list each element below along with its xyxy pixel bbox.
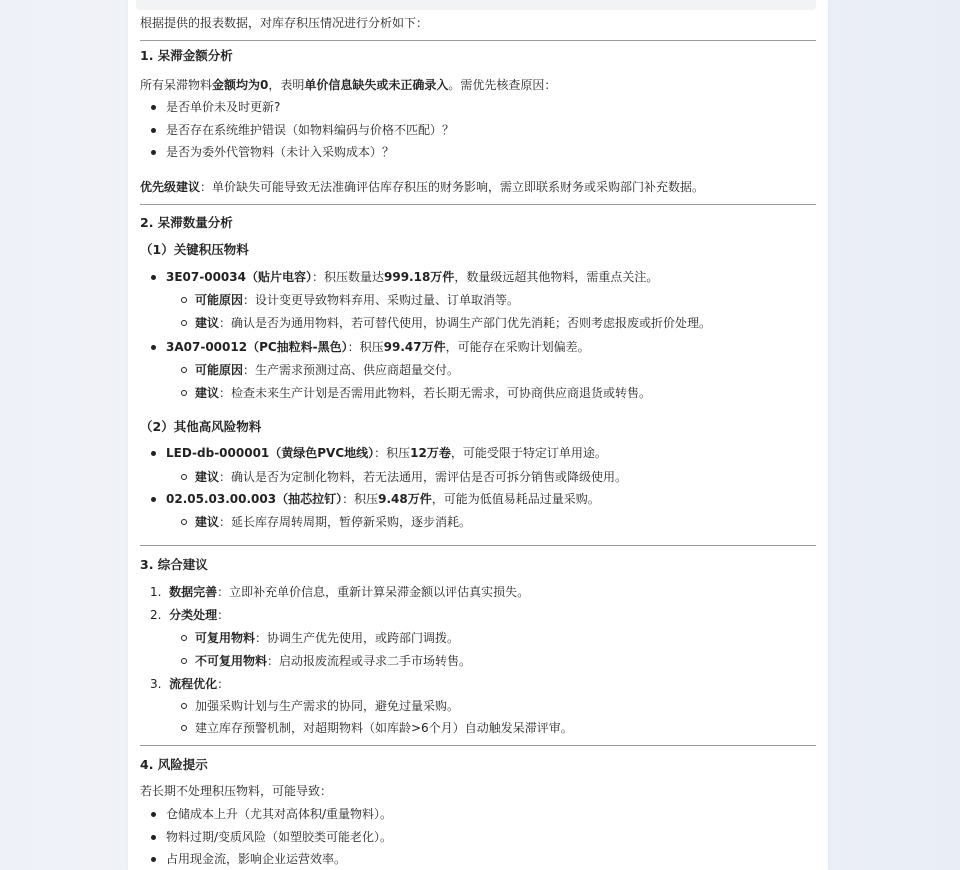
- top-bar: [136, 0, 816, 10]
- list-item: 建议：确认是否为定制化物料，若无法通用，需评估是否可拆分销售或降级使用。: [195, 470, 628, 484]
- section-2-title: 2. 呆滞数量分析: [140, 215, 233, 230]
- list-item: 3A07-00012（PC抽粒料-黑色）：积压99.47万件，可能存在采购计划偏差。: [166, 340, 590, 354]
- section-3-title: 3. 综合建议: [140, 557, 208, 572]
- list-item: 建议：确认是否为通用物料，若可替代使用，协调生产部门优先消耗；否则考虑报废或折价处理。: [195, 316, 712, 330]
- divider: [140, 745, 816, 746]
- intro-text: 根据提供的报表数据，对库存积压情况进行分析如下：: [140, 16, 429, 30]
- list-item: 不可复用物料：启动报废流程或寻求二手市场转售。: [195, 654, 472, 668]
- numbered-item: 3. 流程优化：: [150, 677, 230, 691]
- priority-note: 优先级建议：单价缺失可能导致无法准确评估库存积压的财务影响，需立即联系财务或采购部门补充数据。: [140, 180, 705, 194]
- list-item: 3E07-00034（贴片电容）：积压数量达999.18万件，数量级远超其他物料，需重点关注。: [166, 270, 659, 284]
- list-item: 可复用物料：协调生产优先使用，或跨部门调拨。: [195, 631, 460, 645]
- numbered-item: 2. 分类处理：: [150, 608, 230, 622]
- numbered-item: 1. 数据完善：立即补充单价信息，重新计算呆滞金额以评估真实损失。: [150, 585, 530, 599]
- divider: [140, 545, 816, 546]
- subsection-high-risk: （2）其他高风险物料: [140, 419, 262, 434]
- divider: [140, 40, 816, 41]
- list-item: 占用现金流，影响企业运营效率。: [166, 852, 347, 866]
- section-1-title: 1. 呆滞金额分析: [140, 48, 233, 63]
- subsection-key-materials: （1）关键积压物料: [140, 242, 249, 257]
- list-item: 是否存在系统维护错误（如物料编码与价格不匹配）？: [166, 123, 455, 137]
- list-item: 可能原因：生产需求预测过高、供应商超量交付。: [195, 363, 460, 377]
- list-item: 建议：检查未来生产计划是否需用此物料，若长期无需求，可协商供应商退货或转售。: [195, 386, 652, 400]
- section-1-paragraph: 所有呆滞物料金额均为0，表明单价信息缺失或未正确录入。需优先核查原因：: [140, 78, 557, 92]
- list-item: 物料过期/变质风险（如塑胶类可能老化）。: [166, 830, 393, 844]
- section-4-title: 4. 风险提示: [140, 757, 208, 772]
- list-item: 是否单价未及时更新?: [166, 100, 281, 114]
- list-item: 可能原因：设计变更导致物料弃用、采购过量、订单取消等。: [195, 293, 520, 307]
- list-item: 是否为委外代管物料（未计入采购成本）？: [166, 145, 395, 159]
- list-item: 建立库存预警机制，对超期物料（如库龄>6个月）自动触发呆滞评审。: [195, 721, 573, 735]
- list-item: 02.05.03.00.003（抽芯拉钉）：积压9.48万件，可能为低值易耗品过量采购。: [166, 492, 600, 506]
- list-item: LED-db-000001（黄绿色PVC地线）：积压12万卷，可能受限于特定订单用途。: [166, 446, 607, 460]
- risk-intro: 若长期不处理积压物料，可能导致：: [140, 784, 333, 798]
- document-page: [128, 0, 828, 870]
- divider: [140, 204, 816, 205]
- list-item: 仓储成本上升（尤其对高体积/重量物料）。: [166, 807, 393, 821]
- list-item: 建议：延长库存周转周期，暂停新采购，逐步消耗。: [195, 515, 472, 529]
- list-item: 加强采购计划与生产需求的协同，避免过量采购。: [195, 699, 460, 713]
